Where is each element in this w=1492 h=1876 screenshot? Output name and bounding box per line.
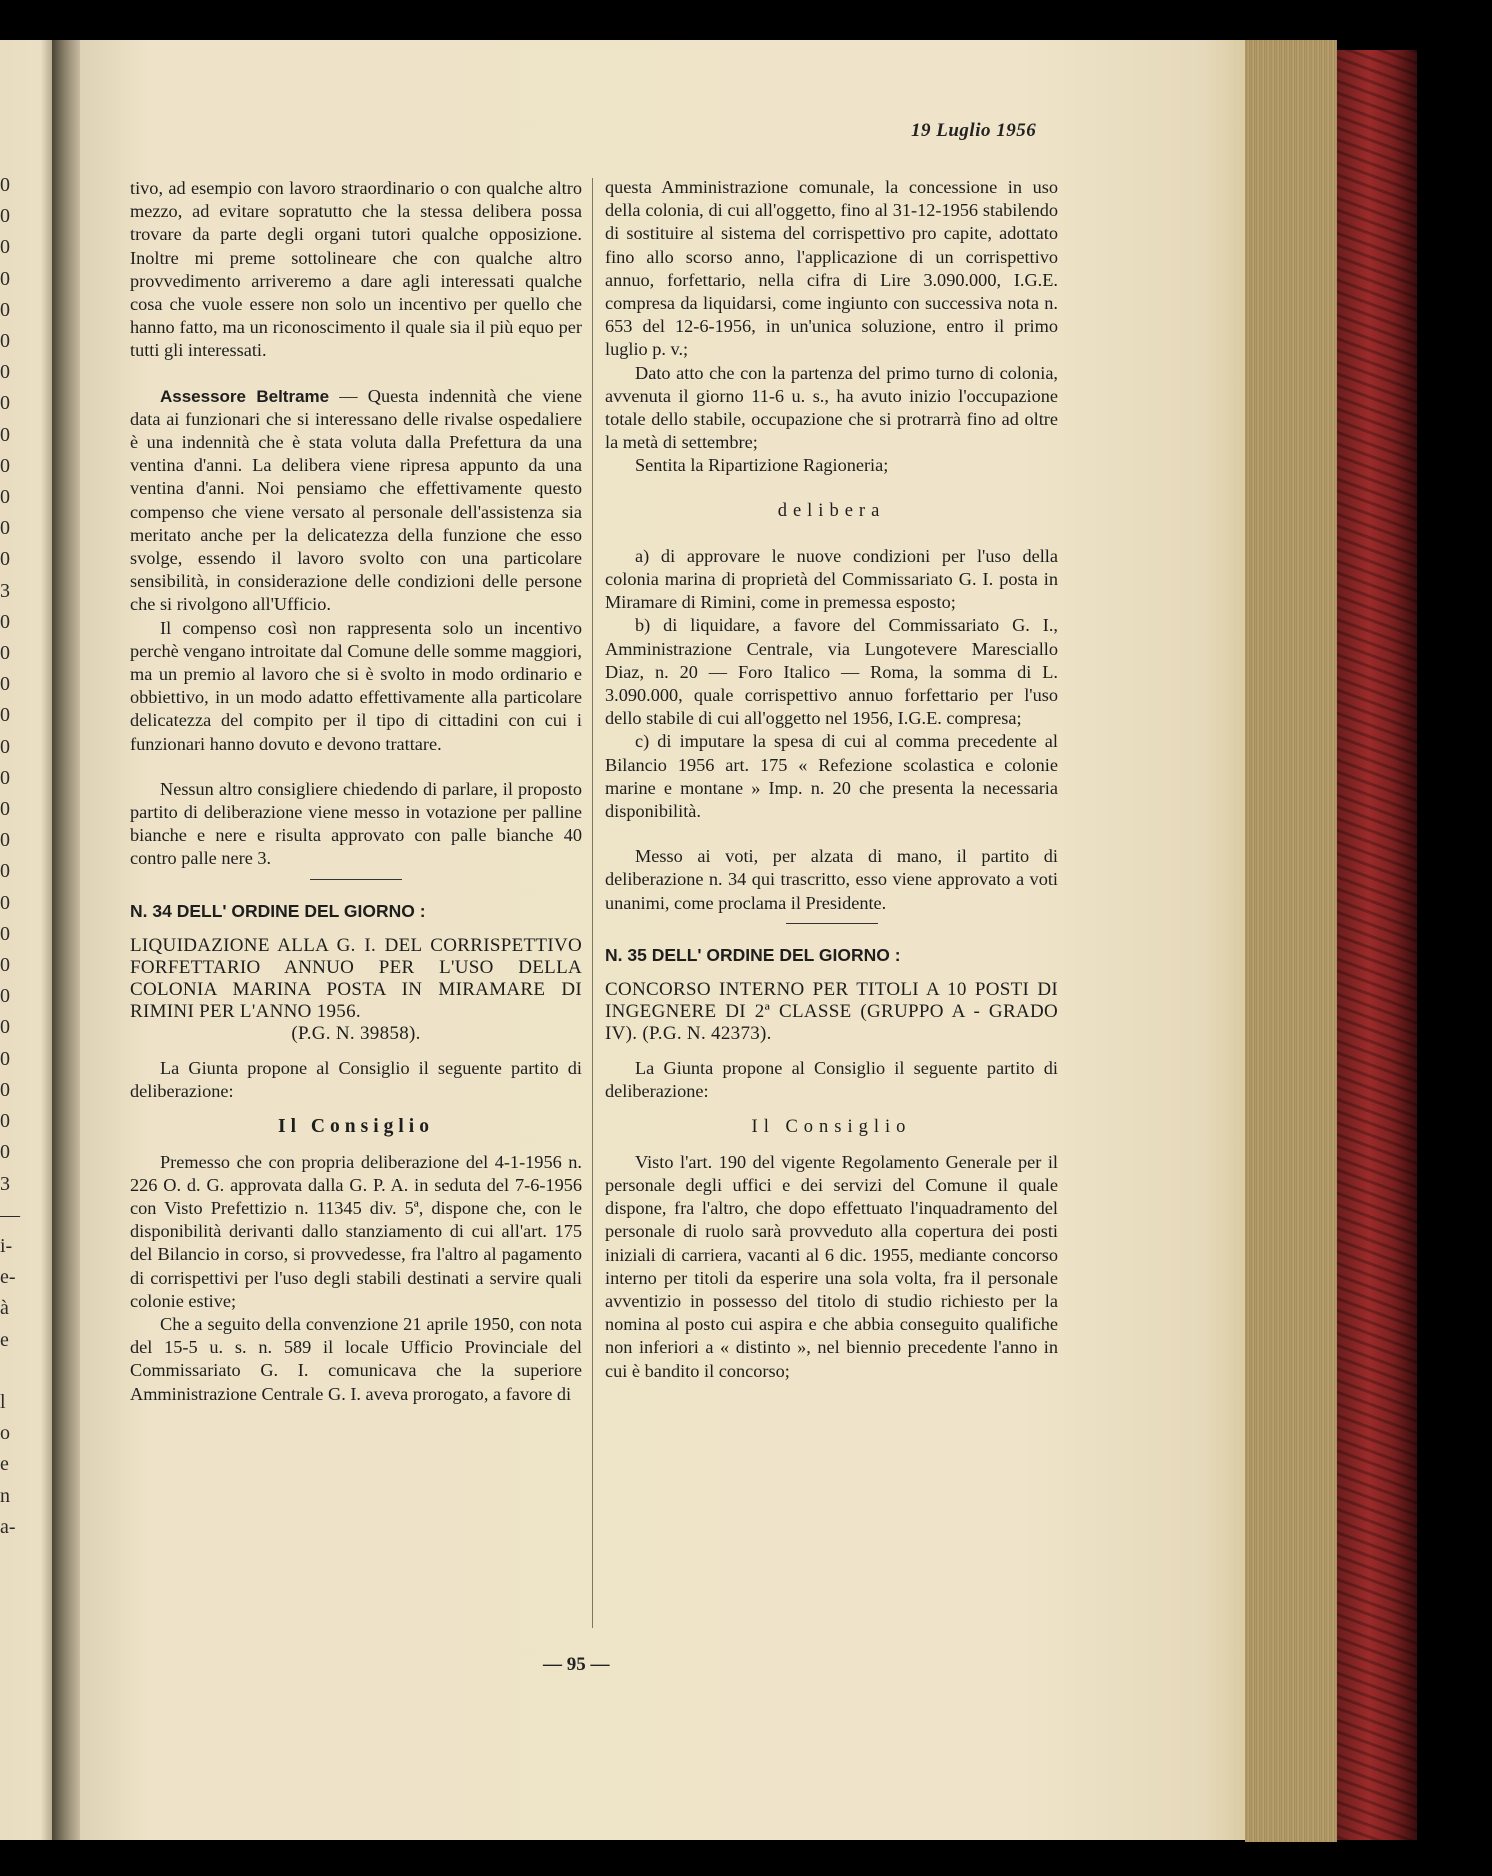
edge-fragment: 0 xyxy=(0,891,10,914)
proposal-text: La Giunta propone al Consiglio il seguente partito di deliberazione: xyxy=(605,1058,1058,1102)
edge-fragment: 0 xyxy=(0,985,10,1008)
page-number: — 95 — xyxy=(543,1654,610,1675)
edge-fragment: 0 xyxy=(0,330,10,353)
divider xyxy=(310,879,402,880)
edge-fragment: 0 xyxy=(0,548,10,571)
resolution-item-b: b) di liquidare, a favore del Commissariato G. I., Amministrazione Centrale, via Lungotevere Maresciallo Diaz, n. 20 — Foro Italico — Roma, la somma di L. 3.090.000, quale corrispettivo annuo forfettario per l'uso dello stabile di cui all'oggetto nel 1956, I.G.E. compresa; xyxy=(605,615,1058,729)
edge-fragment: 0 xyxy=(0,205,10,228)
paragraph: questa Amministrazione comunale, la concessione in uso della colonia, di cui all'oggetto, fino al 31-12-1956 stabilendo di sostituire al sistema del corrispettivo pro capite, adottato fino allo scorso anno, l'applicazione di un corrispettivo annuo, forfettario, nella cifra di Lire 3.090.000, I.G.E. compresa da liquidarsi, come ingiunto con successiva nota n. 653 del 12-6-1956, in un'unica soluzione, entro il primo luglio p. v.; xyxy=(605,177,1058,360)
edge-fragment: e- xyxy=(0,1266,16,1289)
council-title: Il Consiglio xyxy=(278,1116,434,1138)
edge-fragment: 0 xyxy=(0,798,10,821)
edge-fragment: o xyxy=(0,1422,10,1445)
edge-fragment: e xyxy=(0,1453,9,1476)
edge-fragment: 0 xyxy=(0,236,10,259)
edge-fragment: 0 xyxy=(0,1078,10,1101)
edge-fragment: 0 xyxy=(0,1110,10,1133)
edge-fragment: 0 xyxy=(0,486,10,509)
agenda-item-heading: N. 34 DELL' ORDINE DEL GIORNO : xyxy=(130,900,426,921)
edge-fragment: 0 xyxy=(0,298,10,321)
edge-fragment: 0 xyxy=(0,267,10,290)
edge-fragment: — xyxy=(0,1203,20,1226)
edge-fragment: 0 xyxy=(0,922,10,945)
column-divider xyxy=(592,178,593,1628)
edge-fragment: 0 xyxy=(0,392,10,415)
edge-fragment: 0 xyxy=(0,610,10,633)
council-title: Il Consiglio xyxy=(751,1116,912,1137)
paragraph: Visto l'art. 190 del vigente Regolamento Generale per il personale degli uffici e dei servizi del Comune il quale dispone, fra l'altro, che dopo effettuato l'inquadramento del personale di ruolo sarà provveduto alla copertura dei posti iniziali di carriera, vacanti al 6 dic. 1955, mediante concorso interno per titoli da esperire una sola volta, fra il personale avventizio in possesso del titolo di studio richiesto per la nomina al posto cui aspira e che abbia conseguito qualifiche non inferiori a « distinto », nel biennio precedente l'anno in cui è bandito il concorso; xyxy=(605,1151,1058,1381)
agenda-item-subject: LIQUIDAZIONE ALLA G. I. DEL CORRISPETTIVO FORFETTARIO ANNUO PER L'USO DELLA COLONIA MARINA POSTA IN MIRAMARE DI RIMINI PER L'ANNO 1956. xyxy=(130,934,582,1022)
edge-fragment: 3 xyxy=(0,579,10,602)
agenda-item-heading: N. 35 DELL' ORDINE DEL GIORNO : xyxy=(605,944,901,965)
edge-fragment: 0 xyxy=(0,1016,10,1039)
left-column xyxy=(130,177,582,1406)
edge-fragment: 0 xyxy=(0,673,10,696)
edge-fragment: 0 xyxy=(0,860,10,883)
paragraph: tivo, ad esempio con lavoro straordinario o con qualche altro mezzo, ad evitare sopratutto che la stessa delibera possa trovare da parte degli organi tutori qualche opposizione. Inoltre mi preme sottolineare che con qualche altro provvedimento arriveremo a dare agli interessati qualche cosa che vuole essere non solo un incentivo per quello che hanno fatto, ma un riconoscimento il quale sia il più equo per tutti gli interessati. xyxy=(130,178,582,361)
edge-fragment: à xyxy=(0,1297,9,1320)
edge-fragment: 0 xyxy=(0,704,10,727)
divider xyxy=(786,923,878,924)
book-cover-edge xyxy=(1337,50,1417,1840)
edge-fragment: 0 xyxy=(0,1047,10,1070)
resolution-item-c: c) di imputare la spesa di cui al comma precedente al Bilancio 1956 art. 175 « Refezione scolastica e colonie marine e montane » Imp. n. 20 che presenta la necessaria disponibilità. xyxy=(605,731,1058,822)
paragraph: Dato atto che con la partenza del primo turno di colonia, avvenuta il giorno 11-6 u. s., ha avuto inizio l'occupazione totale dello stabile, occupazione che si protrarrà fino ad oltre la metà di settembre; xyxy=(605,362,1058,453)
edge-fragment: 0 xyxy=(0,174,10,196)
paragraph: Che a seguito della convenzione 21 aprile 1950, con nota del 15-5 u. s. n. 589 il locale Ufficio Provinciale del Commissariato G. I. comunicava che la superiore Amministrazione Centrale G. I. aveva prorogato, a favore di xyxy=(130,1313,582,1404)
edge-fragment: 0 xyxy=(0,454,10,477)
agenda-item-reference: (P.G. N. 39858). xyxy=(291,1022,421,1044)
edge-fragment: 0 xyxy=(0,1141,10,1164)
edge-fragment: 0 xyxy=(0,766,10,789)
edge-fragment: 0 xyxy=(0,954,10,977)
edge-fragment xyxy=(0,1356,14,1387)
agenda-item-subject: CONCORSO INTERNO PER TITOLI A 10 POSTI DI INGEGNERE DI 2ª CLASSE (GRUPPO A - GRADO IV). (P.G. N. 42373). xyxy=(605,979,1058,1045)
edge-fragment: a- xyxy=(0,1515,16,1538)
edge-fragment: 0 xyxy=(0,829,10,852)
edge-fragment: i- xyxy=(0,1234,13,1257)
header-date: 19 Luglio 1956 xyxy=(911,120,1037,141)
delibera-title: delibera xyxy=(777,500,886,521)
edge-fragment: 0 xyxy=(0,735,10,758)
edge-fragment: 0 xyxy=(0,517,10,540)
paragraph: Messo ai voti, per alzata di mano, il partito di deliberazione n. 34 qui trascritto, esso viene approvato a voti unanimi, come proclama il Presidente. xyxy=(605,846,1058,913)
edge-fragment: e xyxy=(0,1328,9,1351)
edge-fragment: 3 xyxy=(0,1172,10,1195)
paragraph: Il compenso così non rappresenta solo un incentivo perchè vengano introitate dal Comune delle somme maggiori, ma un premio al lavoro che si è svolto in modo ordinario e obbiettivo, in un modo adatto effettivamente alla particolare delicatezza del compito per il tipo di cittadini con cui i funzionari hanno dovuto e devono trattare. xyxy=(130,617,582,754)
proposal-text: La Giunta propone al Consiglio il seguente partito di deliberazione: xyxy=(130,1057,582,1102)
edge-fragment: 0 xyxy=(0,642,10,665)
speaker-name: Assessore Beltrame xyxy=(160,386,330,406)
speaker-text: — Questa indennità che viene data ai funzionari che si interessano delle rivalse ospedaliere è una indennità che è stata voluta dalla Prefettura da una ventina d'anni. La delibera viene ripresa appunto da una ventina d'anni. Noi pensiamo che effettivamente questo compenso che viene versato al personale dell'assistenza sia meritato anche per la delicatezza della funzione che esso svolge, essendo il lavoro svolto con una particolare sensibilità, in considerazione delle condizioni delle persone che si rivolgono all'Ufficio. xyxy=(130,385,583,615)
edge-fragment: 0 xyxy=(0,423,10,446)
edge-fragment: n xyxy=(0,1484,10,1507)
resolution-item-a: a) di approvare le nuove condizioni per l'uso della colonia marina di proprietà del Commissariato G. I. posta in Miramare di Rimini, come in premessa esposto; xyxy=(605,545,1058,613)
edge-fragment: 0 xyxy=(0,361,10,384)
paragraph: Sentita la Ripartizione Ragioneria; xyxy=(635,455,889,476)
speaker-paragraph xyxy=(130,385,582,617)
right-column xyxy=(605,176,1058,1383)
previous-page-text-fragments xyxy=(0,170,20,1543)
paragraph: Nessun altro consigliere chiedendo di parlare, il proposto partito di deliberazione viene messo in votazione per palline bianche e nere e risulta approvato con palle bianche 40 contro palle nere 3. xyxy=(130,778,582,869)
page-block-edge xyxy=(1245,40,1337,1842)
edge-fragment: l xyxy=(0,1390,6,1413)
paragraph: Premesso che con propria deliberazione del 4-1-1956 n. 226 O. d. G. approvata dalla G. P. A. in seduta del 7-6-1956 con Visto Prefettizio n. 11345 div. 5ª, dispone che, con le disponibilità derivanti dallo stanziamento di cui all'art. 175 del Bilancio in corso, si provvedesse, fra l'altro al pagamento di corrispettivi per l'uso degli stabili destinati a servire quali colonie estive; xyxy=(130,1151,582,1311)
